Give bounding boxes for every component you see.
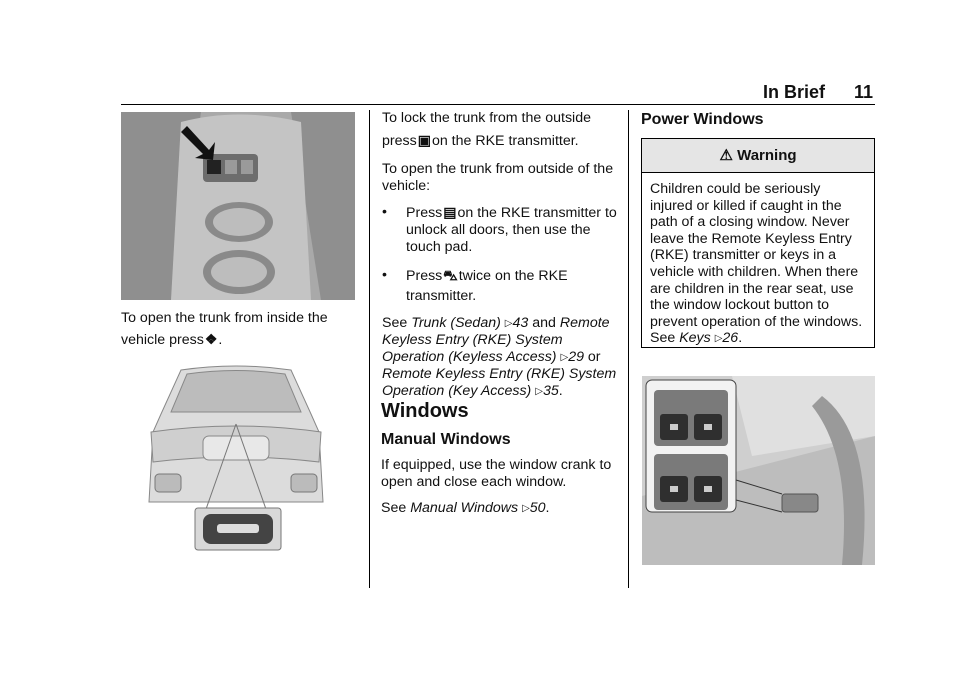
manual-windows-body: If equipped, use the window crank to open and close each window. xyxy=(381,457,612,490)
bullet-unlock-press: Press xyxy=(406,205,443,221)
period: . xyxy=(558,383,563,399)
warning-label: Warning xyxy=(737,147,797,164)
page-ref-icon: ▷ xyxy=(714,333,723,345)
bullet-unlock xyxy=(382,204,618,256)
bullet-trunk-press: Press xyxy=(406,268,443,284)
page-ref-icon: ▷ xyxy=(504,318,513,329)
car-rear-touchpad-image xyxy=(143,362,329,552)
bullet-unlock-text: on the RKE transmitter to unlock all doors, then use the touch pad. xyxy=(406,205,617,255)
ref-trunk-page[interactable]: 43 xyxy=(512,315,529,331)
page-number: 11 xyxy=(853,82,873,102)
period: . xyxy=(545,500,550,516)
see-label: See xyxy=(381,500,407,516)
see-label: See xyxy=(650,330,676,347)
bullet-marker: • xyxy=(382,267,387,283)
header-rule xyxy=(121,104,875,105)
section-title: In Brief xyxy=(762,82,825,102)
lock-trunk-line-1: To lock the trunk from the outside xyxy=(382,110,591,126)
ref-trunk-sedan[interactable]: Trunk (Sedan) xyxy=(411,315,501,331)
warning-body xyxy=(642,173,874,348)
bullet-marker: • xyxy=(382,204,387,220)
ref-manual-windows-page[interactable]: 50 xyxy=(529,500,546,516)
lock-trunk-line-2: on the RKE transmitter. xyxy=(431,133,579,149)
trunk-release-icon: ❖ xyxy=(204,331,218,347)
ref-keys-page[interactable]: 26 xyxy=(722,330,739,347)
column-rule-2 xyxy=(628,110,629,588)
column-rule-1 xyxy=(369,110,370,588)
lock-icon: ▣ xyxy=(417,132,431,148)
ref-rke-key-page[interactable]: 35 xyxy=(542,383,559,399)
warning-icon: ⚠ xyxy=(719,147,733,164)
period: . xyxy=(738,330,743,347)
column-1-text xyxy=(121,310,361,350)
unlock-icon: ▤ xyxy=(443,204,457,220)
caption-line-1: To open the trunk from inside the xyxy=(121,310,328,326)
ref-rke-keyless[interactable]: Remote Keyless Entry (RKE) System Operation (Keyless Access) xyxy=(382,315,610,365)
remote-trunk-icon: ⛍ xyxy=(443,267,458,283)
page-ref-icon: ▷ xyxy=(560,352,569,363)
open-trunk-intro: To open the trunk from outside of the vehicle: xyxy=(382,161,614,194)
windows-heading: Windows xyxy=(381,400,469,422)
ref-rke-key[interactable]: Remote Keyless Entry (RKE) System Operation (Key Access) xyxy=(382,366,617,399)
ref-keys[interactable]: Keys xyxy=(679,330,711,347)
caption-period: . xyxy=(218,332,223,348)
window-switch-image xyxy=(642,376,875,565)
warning-box xyxy=(641,138,875,348)
manual-windows-text xyxy=(381,457,617,526)
page-ref-icon: ▷ xyxy=(535,386,543,397)
column-2-text xyxy=(382,110,618,400)
ref-rke-keyless-page[interactable]: 29 xyxy=(568,349,584,365)
bullet-trunk-text: twice on the RKE transmitter. xyxy=(406,268,568,304)
page-ref-icon: ▷ xyxy=(522,503,530,514)
manual-windows-heading: Manual Windows xyxy=(381,431,511,448)
caption-line-2: vehicle press xyxy=(121,332,204,348)
warning-text: Children could be seriously injured or killed if caught in the path of a closing window. Never leave the Remote Keyless Entry (RKE) transmitter or keys in a vehicle with children. When there are children in the rear seat, use the window lockout button to prevent operation of the windows. xyxy=(650,181,863,330)
power-windows-heading: Power Windows xyxy=(641,111,764,128)
page-header xyxy=(121,82,875,104)
warning-header xyxy=(642,139,874,173)
ref-manual-windows[interactable]: Manual Windows xyxy=(410,500,519,516)
console-trunk-button-image xyxy=(121,112,355,300)
see-references xyxy=(382,315,618,400)
bullet-trunk xyxy=(382,265,618,306)
see-label: See xyxy=(382,315,408,331)
or-label: or xyxy=(587,349,601,365)
lock-trunk-press: press xyxy=(382,133,417,149)
and-label: and xyxy=(532,315,556,331)
